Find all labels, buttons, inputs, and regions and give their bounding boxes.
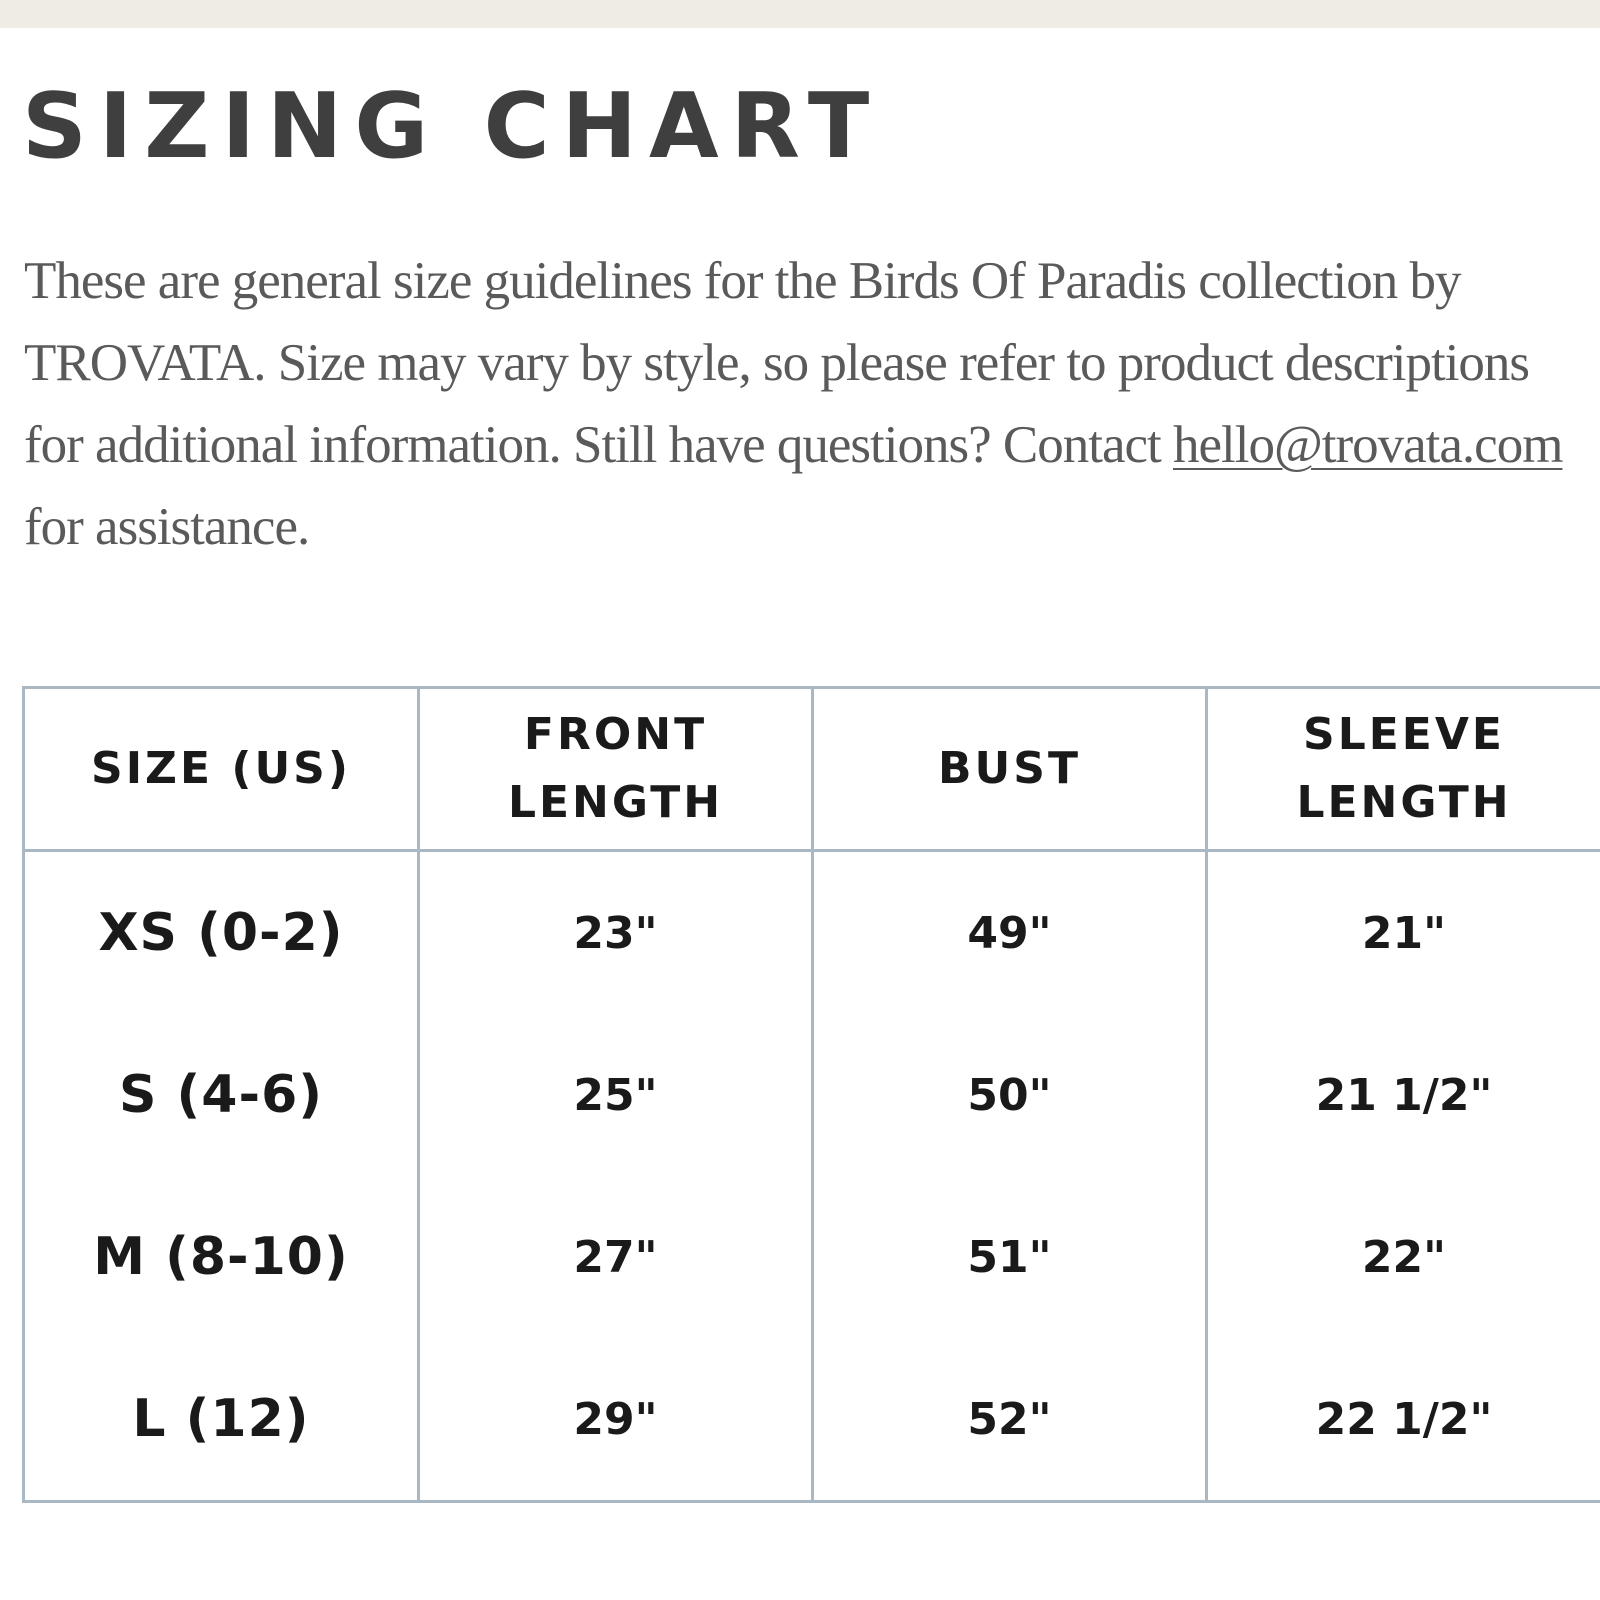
sleeve-length-cell: 21" bbox=[1207, 851, 1600, 1015]
table-row bbox=[24, 1176, 1600, 1338]
intro-text-end: for assistance. bbox=[24, 498, 310, 556]
header-size bbox=[24, 688, 419, 851]
header-bust bbox=[813, 688, 1207, 851]
header-sleeve-length-line2: LENGTH bbox=[1296, 777, 1512, 828]
header-front-length bbox=[419, 688, 813, 851]
sleeve-length-cell: 22" bbox=[1207, 1176, 1600, 1338]
size-cell: L (12) bbox=[24, 1338, 419, 1502]
table-row bbox=[24, 851, 1600, 1015]
sleeve-length-cell: 22 1/2" bbox=[1207, 1338, 1600, 1502]
header-bust-label: BUST bbox=[938, 743, 1081, 794]
header-sleeve-length-line1: SLEEVE bbox=[1303, 709, 1505, 760]
front-length-cell: 23" bbox=[419, 851, 813, 1015]
sleeve-length-cell: 21 1/2" bbox=[1207, 1014, 1600, 1176]
header-size-label: SIZE (US) bbox=[91, 743, 351, 794]
front-length-cell: 27" bbox=[419, 1176, 813, 1338]
bust-cell: 50" bbox=[813, 1014, 1207, 1176]
table-header-row bbox=[24, 688, 1600, 851]
front-length-cell: 29" bbox=[419, 1338, 813, 1502]
table-row bbox=[24, 1338, 1600, 1502]
contact-email-link[interactable]: hello@trovata.com bbox=[1173, 416, 1563, 474]
page-title: SIZING CHART bbox=[22, 74, 882, 179]
bust-cell: 52" bbox=[813, 1338, 1207, 1502]
bust-cell: 49" bbox=[813, 851, 1207, 1015]
intro-paragraph bbox=[24, 240, 1584, 568]
intro-text: These are general size guidelines for the Birds Of Paradis collection by TROVATA. Size may vary by style, so please refer to product descriptions for additional information. Still have questions? Contact bbox=[24, 252, 1530, 474]
header-front-length-line2: LENGTH bbox=[507, 777, 724, 828]
size-cell: M (8-10) bbox=[24, 1176, 419, 1338]
header-sleeve-length bbox=[1207, 688, 1600, 851]
front-length-cell: 25" bbox=[419, 1014, 813, 1176]
header-front-length-line1: FRONT bbox=[523, 709, 708, 760]
top-band bbox=[0, 0, 1600, 28]
table-row bbox=[24, 1014, 1600, 1176]
size-cell: XS (0-2) bbox=[24, 851, 419, 1015]
size-cell: S (4-6) bbox=[24, 1014, 419, 1176]
sizing-table bbox=[22, 686, 1600, 1503]
bust-cell: 51" bbox=[813, 1176, 1207, 1338]
